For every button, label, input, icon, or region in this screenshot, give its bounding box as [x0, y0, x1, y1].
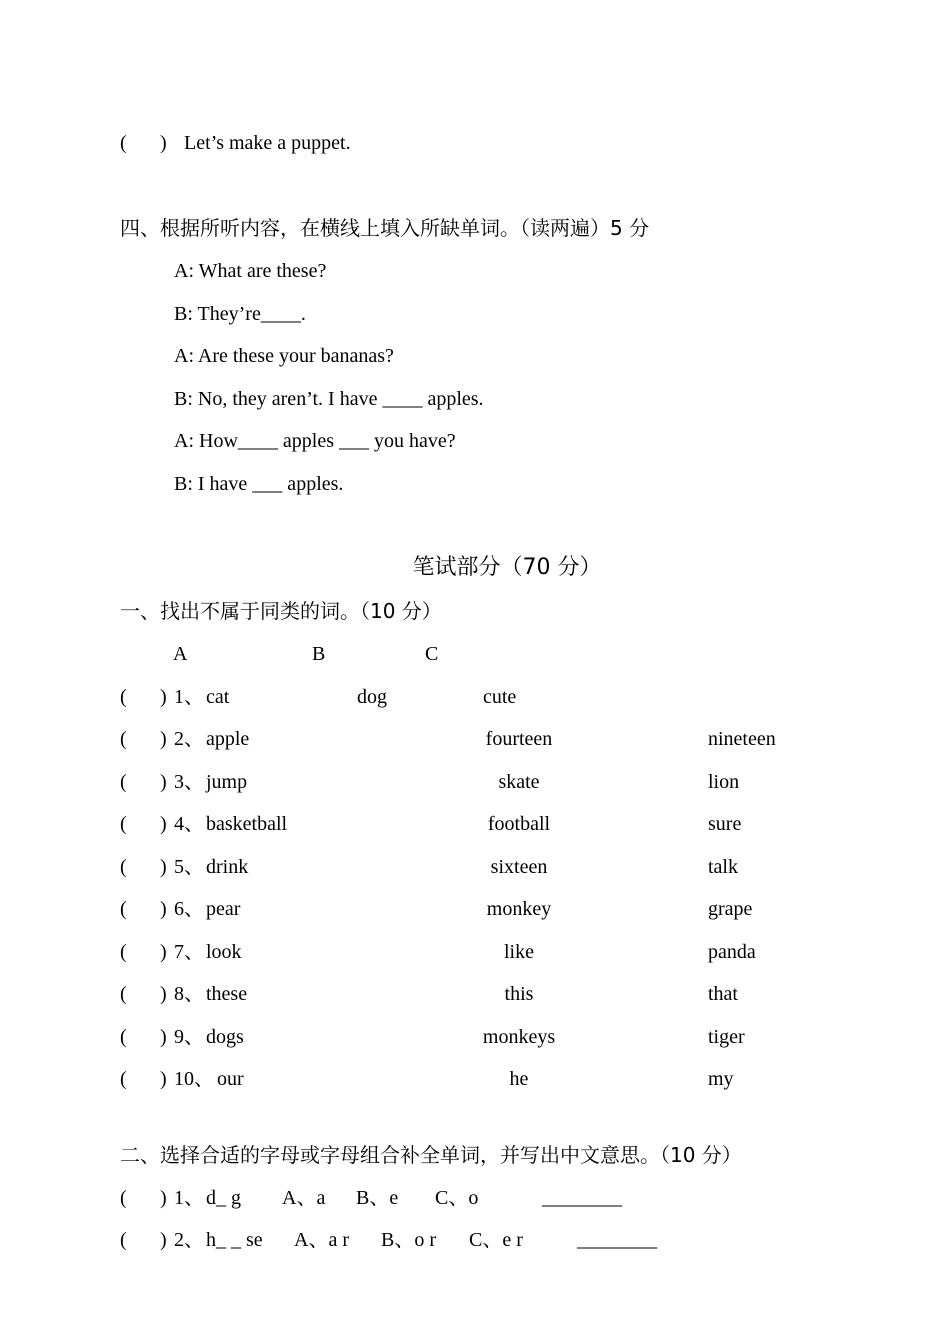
item-number: 5、: [174, 856, 204, 878]
section-4-title: 四、根据所听内容，在横线上填入所缺单词。（读两遍）5 分: [120, 216, 650, 240]
choice-c: C、e r: [469, 1229, 523, 1251]
part-1-title: 一、找出不属于同类的词。（10 分）: [120, 599, 442, 623]
choice-c: C、o: [435, 1187, 479, 1209]
answer-paren-open: (: [120, 1187, 127, 1209]
answer-paren-close: ): [160, 686, 167, 708]
answer-paren-close: ): [160, 132, 167, 154]
answer-paren-close: ): [160, 856, 167, 878]
option-b: skate: [498, 771, 540, 793]
dialogue-line: A: Are these your bananas?: [174, 345, 394, 367]
option-a: jump: [206, 771, 248, 793]
answer-paren-open: (: [120, 1068, 127, 1090]
option-c: sure: [708, 813, 742, 835]
option-b: like: [504, 941, 534, 963]
part-2-title: 二、选择合适的字母或字母组合补全单词，并写出中文意思。（10 分）: [120, 1143, 742, 1167]
option-b: he: [509, 1068, 529, 1090]
option-a: dogs: [206, 1026, 244, 1048]
answer-paren-open: (: [120, 898, 127, 920]
dialogue-line: B: No, they aren’t. I have ____ apples.: [174, 388, 484, 410]
item-number: 2、: [174, 728, 204, 750]
option-a: pear: [206, 898, 241, 920]
answer-paren-open: (: [120, 686, 127, 708]
dialogue-line: A: What are these?: [174, 260, 327, 282]
option-b: fourteen: [485, 728, 553, 750]
option-a: basketball: [206, 813, 288, 835]
option-c: that: [708, 983, 738, 1005]
written-part-title: 笔试部分（70 分）: [412, 555, 602, 580]
column-header-c: C: [425, 643, 439, 665]
meaning-blank: ________: [542, 1187, 622, 1209]
answer-paren-open: (: [120, 771, 127, 793]
option-c: my: [708, 1068, 734, 1090]
item-number: 1、: [174, 686, 204, 708]
word-to-complete: d_ g: [206, 1187, 241, 1209]
item-number: 1、: [174, 1187, 204, 1209]
choice-b: B、e: [356, 1187, 399, 1209]
answer-paren-close: ): [160, 983, 167, 1005]
option-b: football: [487, 813, 551, 835]
choice-a: A、a r: [294, 1229, 349, 1251]
item-number: 7、: [174, 941, 204, 963]
answer-paren-open: (: [120, 1229, 127, 1251]
option-c: cute: [483, 686, 517, 708]
option-c: tiger: [708, 1026, 745, 1048]
dialogue-line: B: I have ___ apples.: [174, 473, 344, 495]
answer-paren-close: ): [160, 813, 167, 835]
answer-paren-close: ): [160, 1068, 167, 1090]
item-number: 3、: [174, 771, 204, 793]
option-c: lion: [708, 771, 740, 793]
option-b: this: [504, 983, 534, 1005]
answer-paren-open: (: [120, 813, 127, 835]
option-c: talk: [708, 856, 738, 878]
column-header-a: A: [173, 643, 188, 665]
option-b: monkey: [486, 898, 552, 920]
option-a: our: [217, 1068, 244, 1090]
option-b: monkeys: [482, 1026, 556, 1048]
option-b: sixteen: [490, 856, 548, 878]
column-header-b: B: [312, 643, 326, 665]
word-to-complete: h_ _ se: [206, 1229, 263, 1251]
question-text: Let’s make a puppet.: [184, 132, 351, 154]
choice-a: A、a: [282, 1187, 326, 1209]
answer-paren-open: (: [120, 856, 127, 878]
answer-paren-open: (: [120, 728, 127, 750]
answer-paren-open: (: [120, 983, 127, 1005]
option-c: panda: [708, 941, 756, 963]
answer-paren-open: (: [120, 941, 127, 963]
answer-paren-close: ): [160, 941, 167, 963]
option-a: cat: [206, 686, 230, 708]
answer-paren-close: ): [160, 1229, 167, 1251]
item-number: 6、: [174, 898, 204, 920]
answer-paren-close: ): [160, 1187, 167, 1209]
answer-paren-close: ): [160, 771, 167, 793]
option-c: grape: [708, 898, 753, 920]
dialogue-line: A: How____ apples ___ you have?: [174, 430, 456, 452]
answer-paren-open: (: [120, 1026, 127, 1048]
option-b: dog: [357, 686, 387, 708]
dialogue-line: B: They’re____.: [174, 303, 306, 325]
meaning-blank: ________: [577, 1229, 657, 1251]
item-number: 9、: [174, 1026, 204, 1048]
option-a: these: [206, 983, 248, 1005]
item-number: 2、: [174, 1229, 204, 1251]
option-a: apple: [206, 728, 250, 750]
answer-paren-close: ): [160, 1026, 167, 1048]
answer-paren-open: (: [120, 132, 127, 154]
choice-b: B、o r: [381, 1229, 436, 1251]
answer-paren-close: ): [160, 898, 167, 920]
option-c: nineteen: [708, 728, 776, 750]
answer-paren-close: ): [160, 728, 167, 750]
item-number: 8、: [174, 983, 204, 1005]
option-a: drink: [206, 856, 249, 878]
item-number: 4、: [174, 813, 204, 835]
option-a: look: [206, 941, 242, 963]
item-number: 10、: [174, 1068, 214, 1090]
